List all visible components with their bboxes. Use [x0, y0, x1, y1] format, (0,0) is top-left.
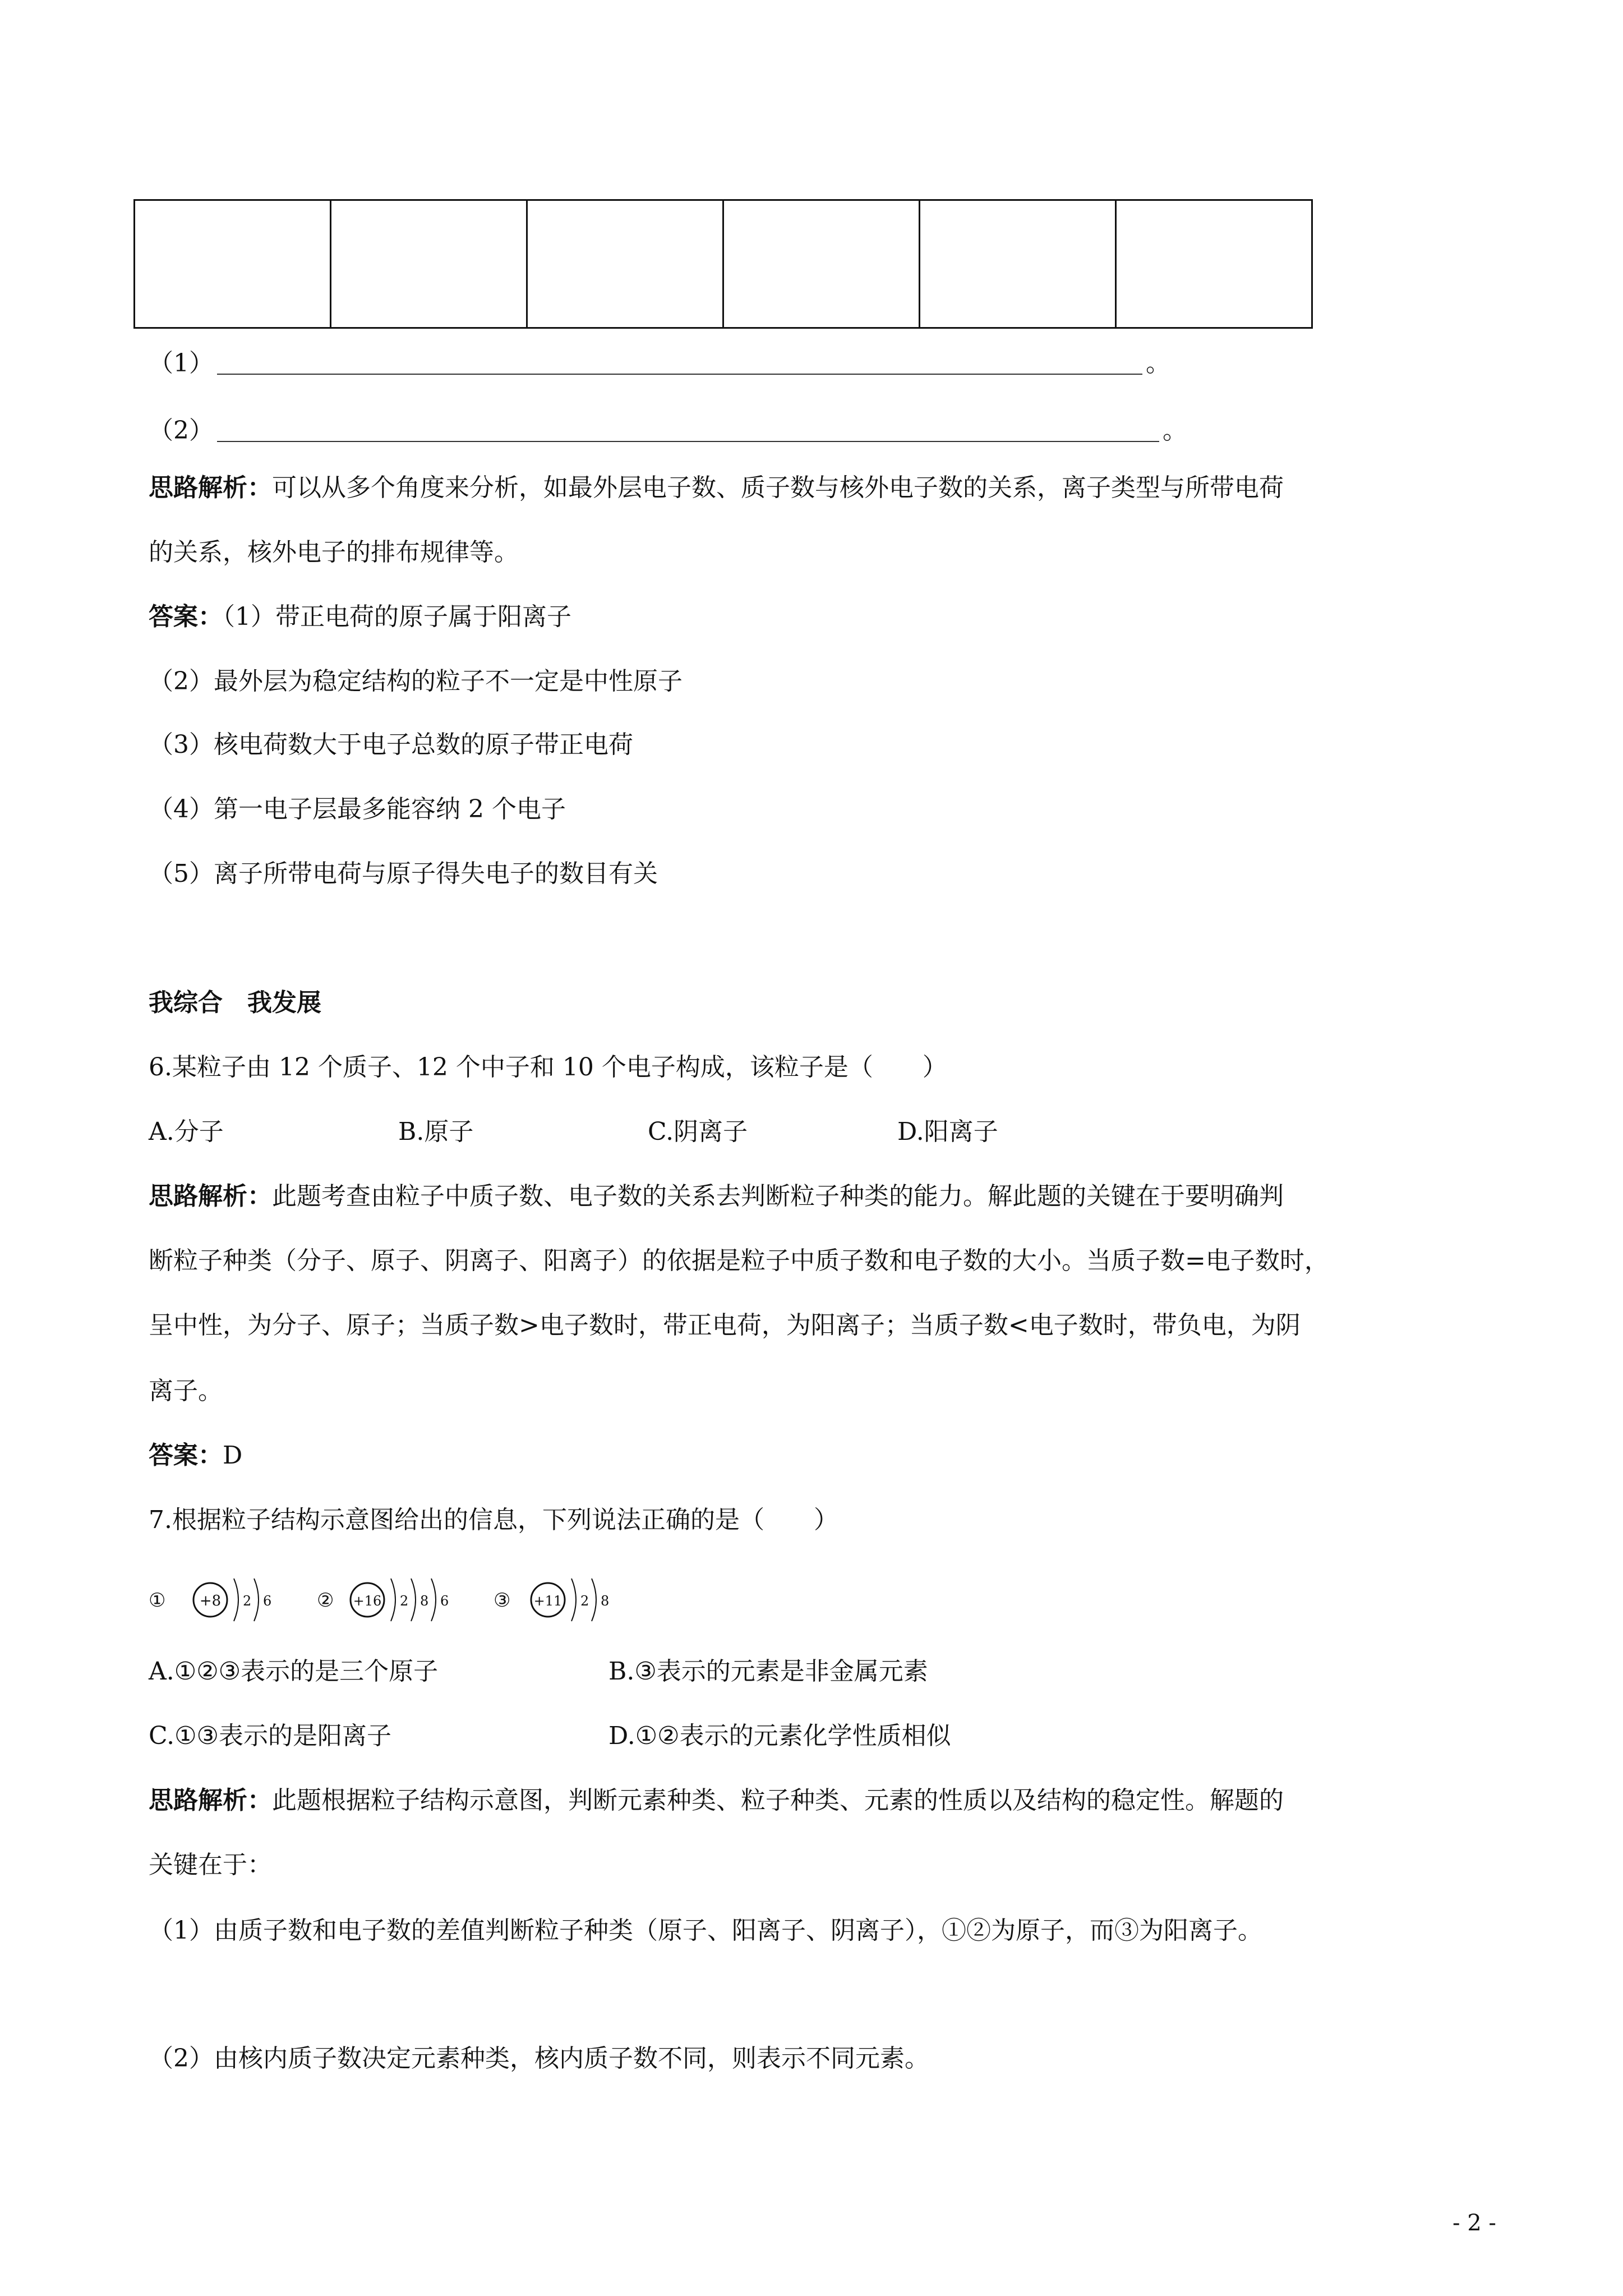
blank-end: 。: [1163, 416, 1187, 445]
table-cell: [723, 200, 920, 328]
fill-in-blank[interactable]: [217, 418, 1159, 442]
analysis-1-line-1: [149, 471, 1284, 505]
analysis-text: 关键在于：: [149, 1851, 272, 1879]
q7-stem: 7.根据粒子结构示意图给出的信息，下列说法正确的是（ ）: [149, 1506, 838, 1534]
shell-arc: [411, 1579, 416, 1621]
q6-options: [149, 1115, 998, 1149]
shell-count: 2: [400, 1593, 409, 1609]
q6-analysis-line-1: [149, 1180, 1284, 1213]
analysis-point: （2）由核内质子数决定元素种类，核内质子数不同，则表示不同元素。: [149, 2044, 929, 2073]
option-a: A.分子: [149, 1117, 224, 1146]
q7-options-row-2: [149, 1719, 951, 1753]
answer-label: 答案：: [149, 1441, 223, 1470]
blank-table: [133, 199, 1313, 329]
answer-label: 答案：: [149, 602, 223, 631]
table-cell: [135, 200, 331, 328]
option-b: B.原子: [398, 1117, 474, 1146]
table-cell: [527, 200, 723, 328]
analysis-label: 思路解析：: [149, 1182, 272, 1211]
shell-count: 8: [601, 1593, 610, 1609]
analysis-text: 断粒子种类（分子、原子、阴离子、阳离子）的依据是粒子中质子数和电子数的大小。当质子数=电子数时，: [149, 1246, 1329, 1275]
option-c: C.①③表示的是阳离子: [149, 1722, 391, 1750]
option-d: D.①②表示的元素化学性质相似: [608, 1722, 951, 1750]
analysis-label: 思路解析：: [149, 1786, 272, 1815]
diagram-marker: ①: [149, 1589, 166, 1612]
shell-count: 2: [243, 1593, 252, 1609]
diagram-marker: ③: [494, 1589, 511, 1612]
answer-item: （2）最外层为稳定结构的粒子不一定是中性原子: [149, 667, 683, 696]
q6-stem: 6.某粒子由 12 个质子、12 个中子和 10 个电子构成，该粒子是（ ）: [149, 1053, 947, 1082]
answer-item: （3）核电荷数大于电子总数的原子带正电荷: [149, 730, 633, 759]
shell-count: 2: [580, 1593, 589, 1609]
page-number: - 2 -: [1453, 2210, 1496, 2236]
section-title: 我综合 我发展: [149, 988, 321, 1017]
option-c: C.阴离子: [648, 1117, 748, 1146]
shell-arc: [431, 1579, 436, 1621]
blank-line-1: [149, 347, 1170, 380]
shell-count: 8: [420, 1593, 429, 1609]
structure-diagrams: [149, 1571, 653, 1632]
option-a: A.①②③表示的是三个原子: [149, 1657, 439, 1686]
blank-label: （2）: [149, 416, 214, 445]
shell-arc: [592, 1579, 596, 1621]
analysis-text: 此题根据粒子结构示意图，判断元素种类、粒子种类、元素的性质以及结构的稳定性。解题的: [272, 1786, 1284, 1815]
answer-item: （1）带正电荷的原子属于阳离子: [223, 602, 571, 631]
analysis-1-line-2: [149, 536, 519, 569]
table-row: [135, 200, 1312, 328]
structure-diagram-3: [494, 1579, 609, 1621]
analysis-label: 思路解析：: [149, 473, 272, 502]
table-cell: [920, 200, 1116, 328]
analysis-text: 此题考查由粒子中质子数、电子数的关系去判断粒子种类的能力。解此题的关键在于要明确判: [272, 1182, 1284, 1211]
shell-count: 6: [440, 1593, 449, 1609]
shell-count: 6: [263, 1593, 272, 1609]
diagram-marker: ②: [317, 1589, 334, 1612]
fill-in-blank[interactable]: [217, 351, 1142, 375]
shell-arc: [391, 1579, 395, 1621]
shell-arc: [254, 1579, 259, 1621]
blank-label: （1）: [149, 349, 214, 378]
structure-diagram-2: [317, 1579, 449, 1621]
nucleus-charge: +8: [199, 1593, 222, 1609]
table-cell: [1116, 200, 1312, 328]
nucleus-charge: +11: [533, 1593, 562, 1609]
analysis-text: 的关系，核外电子的排布规律等。: [149, 538, 519, 567]
answer-1-line-1: [149, 600, 571, 634]
q7-options-row-1: [149, 1655, 928, 1688]
structure-diagram-1: [149, 1579, 271, 1621]
q7-analysis-line-1: [149, 1784, 1284, 1818]
analysis-text: 可以从多个角度来分析，如最外层电子数、质子数与核外电子数的关系，离子类型与所带电荷: [272, 473, 1284, 502]
analysis-text: 离子。: [149, 1377, 223, 1405]
answer-item: （4）第一电子层最多能容纳 2 个电子: [149, 795, 566, 823]
blank-end: 。: [1146, 349, 1170, 378]
nucleus-charge: +16: [353, 1593, 382, 1609]
analysis-text: 呈中性，为分子、原子；当质子数>电子数时，带正电荷，为阳离子；当质子数<电子数时，带负电，为阴: [149, 1311, 1301, 1340]
answer-value: D: [223, 1441, 243, 1470]
shell-arc: [571, 1579, 576, 1621]
answer-item: （5）离子所带电荷与原子得失电子的数目有关: [149, 859, 658, 888]
q6-answer: [149, 1439, 242, 1473]
table-cell: [331, 200, 527, 328]
option-b: B.③表示的元素是非金属元素: [608, 1657, 928, 1686]
shell-arc: [234, 1579, 238, 1621]
analysis-point: （1）由质子数和电子数的差值判断粒子种类（原子、阳离子、阴离子），①②为原子，而③为阳离子。: [149, 1916, 1262, 1945]
option-d: D.阳离子: [897, 1117, 998, 1146]
blank-line-2: [149, 414, 1187, 448]
